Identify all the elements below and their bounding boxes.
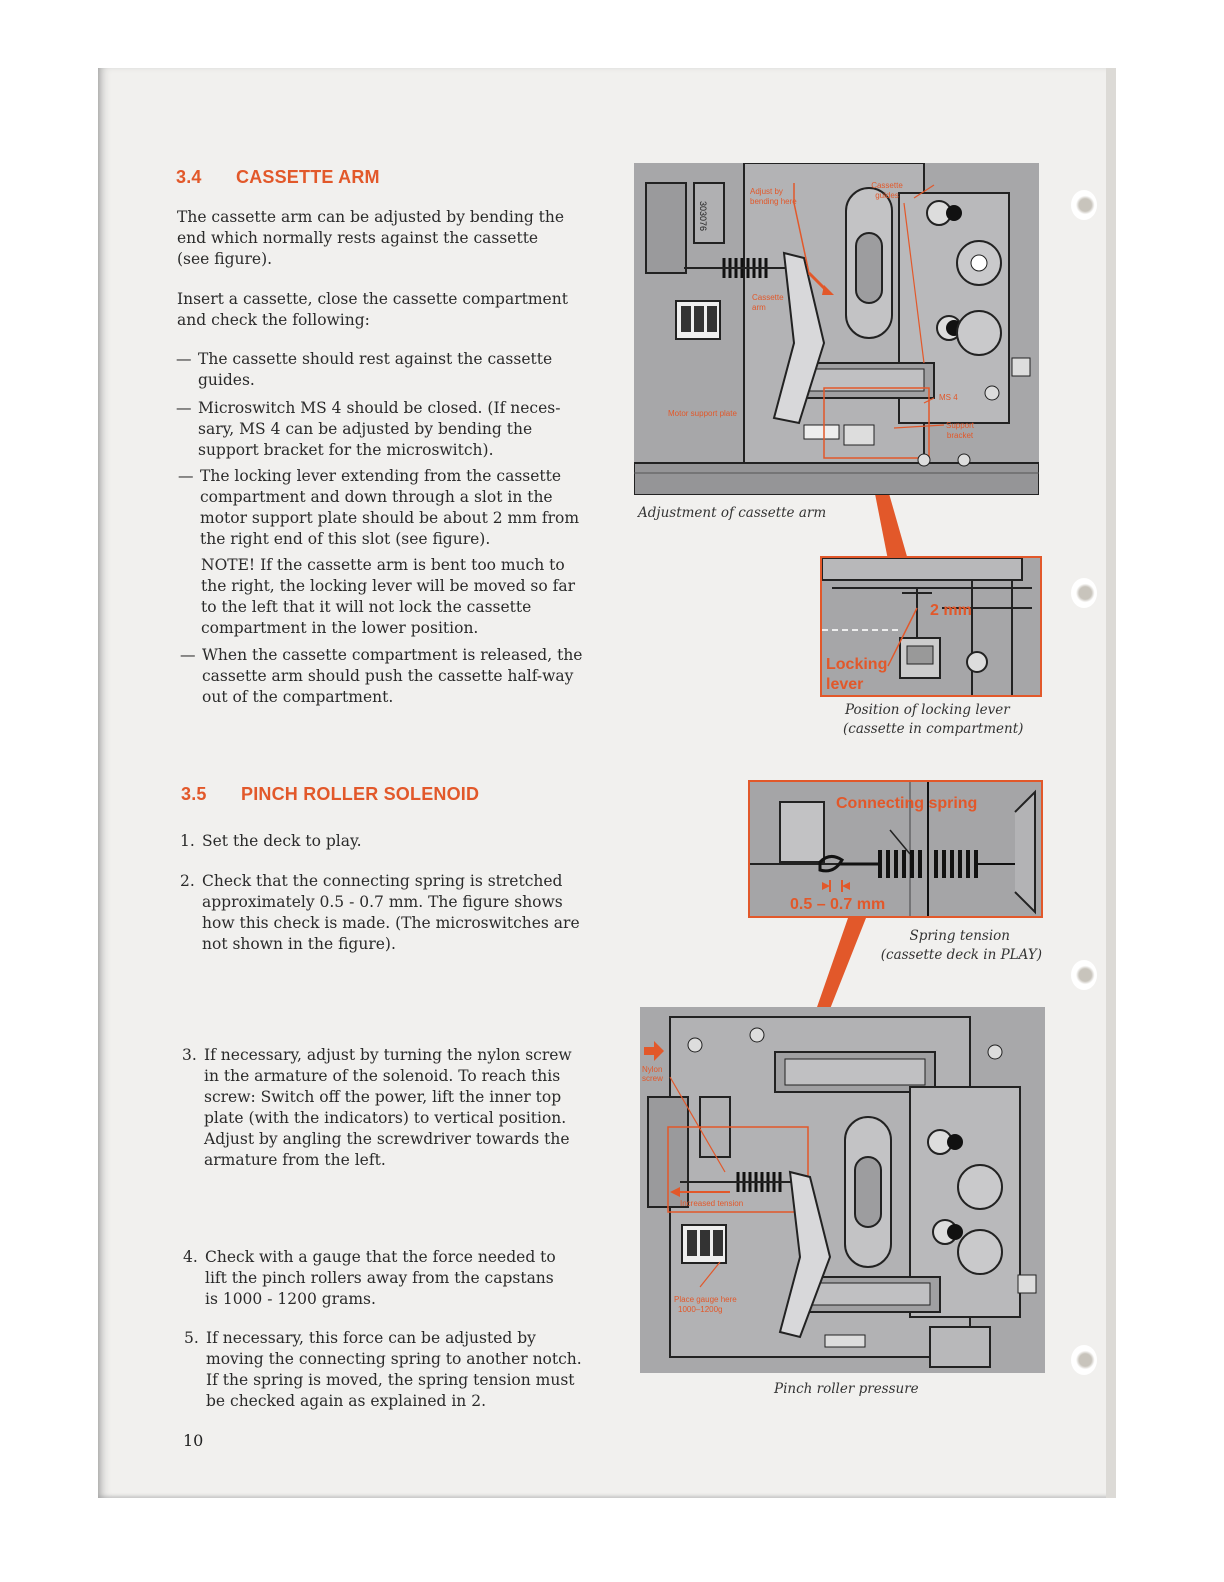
text-line: not shown in the figure).	[202, 935, 396, 953]
pinch-roller-drawing	[640, 1007, 1045, 1373]
caption-line: (cassette in compartment)	[843, 721, 1024, 737]
text-line: If necessary, adjust by turning the nylon screw	[204, 1046, 572, 1064]
caption-line: Position of locking lever	[845, 702, 1010, 718]
section-title: PINCH ROLLER SOLENOID	[241, 784, 480, 804]
label-2-mm: 2 mm	[930, 602, 972, 619]
text-line: plate (with the indicators) to vertical position.	[204, 1109, 567, 1127]
figure-pinch-roller	[640, 1007, 1045, 1373]
text-line: cassette arm should push the cassette half-way	[202, 667, 574, 685]
text-line: The locking lever extending from the cassette	[200, 467, 562, 485]
label-nylon-screw: Nylon screw	[642, 1065, 663, 1083]
text-line: to the left that it will not lock the cassette	[201, 598, 532, 616]
text-line: guides.	[198, 371, 255, 389]
label-connecting-spring: Connecting spring	[836, 795, 978, 812]
page-number: 10	[183, 1431, 204, 1450]
caption-fig2	[843, 701, 1023, 739]
section-number: 3.4	[176, 167, 202, 187]
text-line: The cassette arm can be adjusted by bending the	[177, 208, 565, 226]
text-line: screw: Switch off the power, lift the inner top	[204, 1088, 562, 1106]
label-adjust-by-bending: Adjust by bending here	[750, 187, 797, 206]
list-dash: —	[180, 646, 196, 664]
text-line: end which normally rests against the cassette	[177, 229, 539, 247]
mechanism-drawing	[634, 163, 1039, 495]
text-line: Check with a gauge that the force needed to	[205, 1248, 556, 1266]
text-line: how this check is made. (The microswitches are	[202, 914, 580, 932]
figure-locking-lever	[820, 556, 1042, 697]
figure-spring-tension	[748, 780, 1043, 918]
figure-cassette-arm	[634, 163, 1039, 495]
text-line: approximately 0.5 - 0.7 mm. The figure shows	[202, 893, 563, 911]
caption-fig3	[878, 927, 1042, 965]
step-number: 3.	[182, 1046, 197, 1064]
label-cassette-guides: Cassette guides	[871, 181, 903, 200]
list-dash: —	[178, 467, 194, 485]
label-lever: lever	[826, 676, 864, 693]
text-line: and check the following:	[177, 311, 370, 329]
text-line: Check that the connecting spring is stretched	[202, 872, 563, 890]
label-support-bracket: Support bracket	[945, 421, 975, 440]
label-gauge-range: 1000–1200g	[678, 1305, 723, 1314]
label-cassette-arm: Cassette arm	[752, 293, 784, 312]
step-number: 4.	[183, 1248, 198, 1266]
text-line: is 1000 - 1200 grams.	[205, 1290, 376, 1308]
text-line: sary, MS 4 can be adjusted by bending the	[198, 420, 533, 438]
list-dash: —	[176, 399, 192, 417]
label-increased-tension: Increased tension	[680, 1199, 744, 1208]
text-line: moving the connecting spring to another notch.	[206, 1350, 582, 1368]
text-line: compartment in the lower position.	[201, 619, 479, 637]
label-spring-range: 0.5 – 0.7 mm	[790, 896, 886, 913]
caption-fig4: Pinch roller pressure	[774, 1381, 919, 1397]
caption-fig1: Adjustment of cassette arm	[638, 505, 827, 521]
text-line: NOTE! If the cassette arm is bent too much to	[201, 556, 565, 574]
text-line: out of the compartment.	[202, 688, 394, 706]
step-number: 5.	[184, 1329, 199, 1347]
label-motor-support-plate: Motor support plate	[668, 409, 737, 418]
caption-line: (cassette deck in PLAY)	[880, 947, 1042, 963]
text-line: When the cassette compartment is released, the	[202, 646, 583, 664]
caption-line: Spring tension	[909, 928, 1010, 944]
text-line: (see figure).	[177, 250, 273, 268]
text-line: support bracket for the microswitch).	[198, 441, 494, 459]
text-line: Insert a cassette, close the cassette compartment	[177, 290, 568, 308]
step-number: 2.	[180, 872, 195, 890]
label-part-code: 303076	[698, 201, 708, 232]
step-number: 1.	[180, 832, 195, 850]
text-line: If the spring is moved, the spring tension must	[206, 1371, 575, 1389]
label-ms4: MS 4	[939, 393, 958, 402]
text-line: the right, the locking lever will be moved so far	[201, 577, 576, 595]
section-number: 3.5	[181, 784, 207, 804]
text-line: compartment and down through a slot in the	[200, 488, 553, 506]
list-dash: —	[176, 350, 192, 368]
text-line: the right end of this slot (see figure).	[200, 530, 491, 548]
text-line: If necessary, this force can be adjusted by	[206, 1329, 536, 1347]
label-place-gauge: Place gauge here	[674, 1295, 737, 1304]
text-line: motor support plate should be about 2 mm from	[200, 509, 580, 527]
text-line: lift the pinch rollers away from the capstans	[205, 1269, 554, 1287]
section-title: CASSETTE ARM	[236, 167, 380, 187]
text-line: Adjust by angling the screwdriver towards the	[204, 1130, 570, 1148]
text-line: in the armature of the solenoid. To reach this	[204, 1067, 561, 1085]
label-locking: Locking	[826, 656, 888, 673]
text-line: Set the deck to play.	[202, 832, 362, 850]
text-line: armature from the left.	[204, 1151, 386, 1169]
text-line: The cassette should rest against the cassette	[198, 350, 553, 368]
text-line: Microswitch MS 4 should be closed. (If neces-	[198, 399, 561, 417]
text-line: be checked again as explained in 2.	[206, 1392, 486, 1410]
